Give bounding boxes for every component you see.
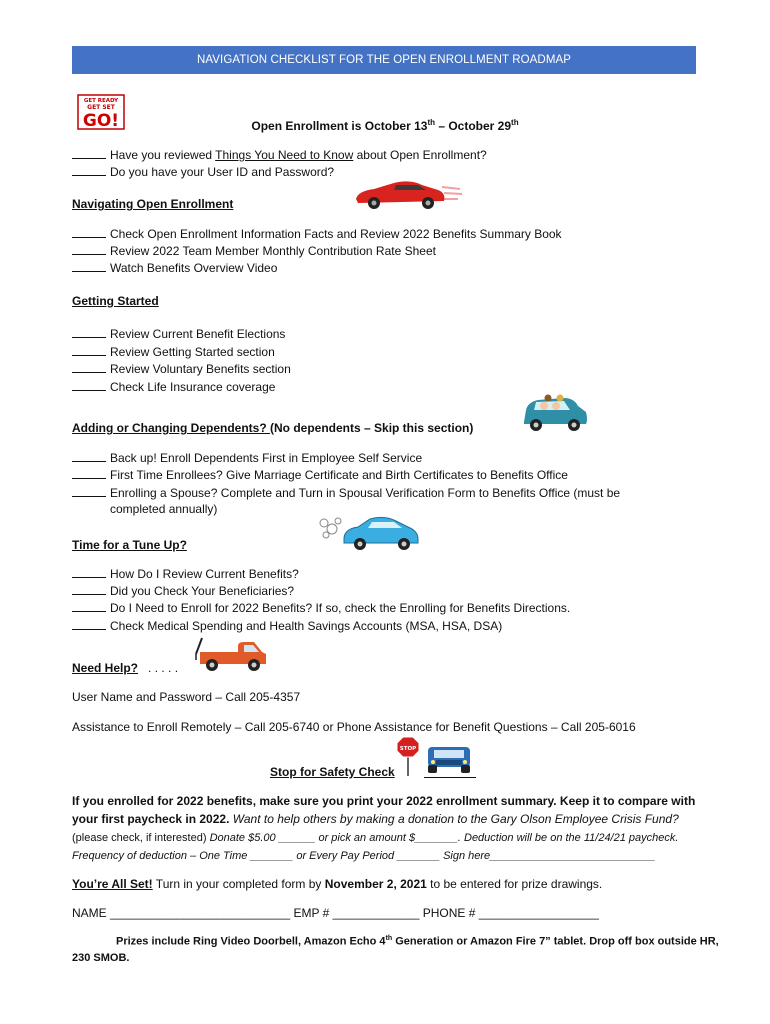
page-banner: NAVIGATION CHECKLIST FOR THE OPEN ENROLLMENT ROADMAP bbox=[72, 46, 696, 74]
smoking-car-icon bbox=[318, 513, 424, 551]
safety-heading: Stop for Safety Check bbox=[270, 765, 395, 779]
tune-up-heading: Time for a Tune Up? bbox=[72, 538, 187, 552]
help-line-2: Assistance to Enroll Remotely – Call 205-6740 or Phone Assistance for Benefit Questions – Call 205-6016 bbox=[72, 720, 636, 734]
prizes-line-2: 230 SMOB. bbox=[72, 952, 130, 964]
getting-started-item-1: Review Current Benefit Elections bbox=[72, 326, 285, 342]
dependents-item-3-continued: completed annually) bbox=[110, 502, 218, 516]
svg-text:GET READY: GET READY bbox=[83, 98, 119, 104]
check-blank[interactable] bbox=[72, 164, 106, 176]
check-blank[interactable] bbox=[72, 260, 106, 272]
check-blank[interactable] bbox=[72, 618, 106, 630]
check-blank[interactable] bbox=[72, 467, 106, 479]
safety-line-4: Frequency of deduction – One Time _______ or Every Pay Period _______ Sign here___________________________ bbox=[72, 850, 656, 862]
enrollment-dates: Open Enrollment is October 13th – October 29th bbox=[251, 118, 519, 133]
check-blank[interactable] bbox=[72, 361, 106, 373]
svg-text:GO!: GO! bbox=[82, 111, 120, 131]
tune-up-item-4: Check Medical Spending and Health Savings Accounts (MSA, HSA, DSA) bbox=[72, 618, 502, 634]
safety-line-1: If you enrolled for 2022 benefits, make sure you print your 2022 enrollment summary. Keep it to compare with bbox=[72, 794, 696, 808]
prizes-line-1: Prizes include Ring Video Doorbell, Amazon Echo 4th Generation or Amazon Fire 7” tablet. Drop off box outside HR, bbox=[116, 935, 719, 948]
family-car-icon bbox=[520, 392, 590, 434]
dependents-item-1: Back up! Enroll Dependents First in Employee Self Service bbox=[72, 450, 422, 466]
dependents-heading: Adding or Changing Dependents? (No dependents – Skip this section) bbox=[72, 421, 474, 435]
all-set-line: You’re All Set! Turn in your completed form by November 2, 2021 to be entered for prize drawings. bbox=[72, 877, 603, 891]
svg-text:STOP: STOP bbox=[399, 746, 417, 752]
check-blank[interactable] bbox=[72, 243, 106, 255]
dependents-item-3: Enrolling a Spouse? Complete and Turn in Spousal Verification Form to Benefits Office (must be bbox=[72, 485, 620, 501]
check-blank[interactable] bbox=[72, 583, 106, 595]
tune-up-item-2: Did you Check Your Beneficiaries? bbox=[72, 583, 294, 599]
red-car-icon bbox=[352, 177, 462, 211]
getting-started-heading: Getting Started bbox=[72, 294, 159, 308]
check-blank[interactable] bbox=[72, 600, 106, 612]
safety-line-2: your first paycheck in 2022. Want to help others by making a donation to the Gary Olson Employee Crisis Fund? bbox=[72, 812, 679, 826]
contact-fields[interactable]: NAME ___________________________ EMP # _____________ PHONE # __________________ bbox=[72, 906, 599, 920]
navigating-item-1: Check Open Enrollment Information Facts and Review 2022 Benefits Summary Book bbox=[72, 226, 562, 242]
check-blank[interactable] bbox=[72, 450, 106, 462]
intro-question-2: Do you have your User ID and Password? bbox=[72, 164, 334, 180]
getting-started-item-4: Check Life Insurance coverage bbox=[72, 379, 275, 395]
stop-sign-icon bbox=[396, 736, 420, 778]
check-blank[interactable] bbox=[72, 326, 106, 338]
check-blank[interactable] bbox=[72, 379, 106, 391]
navigating-heading: Navigating Open Enrollment bbox=[72, 197, 234, 211]
tow-truck-icon bbox=[188, 634, 270, 672]
check-blank[interactable] bbox=[72, 147, 106, 159]
intro-question-1: Have you reviewed Things You Need to Know about Open Enrollment? bbox=[72, 147, 487, 163]
need-help-heading: Need Help? . . . . . bbox=[72, 661, 179, 675]
check-blank[interactable] bbox=[72, 344, 106, 356]
getting-started-item-2: Review Getting Started section bbox=[72, 344, 275, 360]
check-blank[interactable] bbox=[72, 226, 106, 238]
things-to-know-link[interactable]: Things You Need to Know bbox=[215, 148, 354, 162]
jeep-icon bbox=[424, 743, 474, 775]
dependents-item-2: First Time Enrollees? Give Marriage Certificate and Birth Certificates to Benefits Office bbox=[72, 467, 568, 483]
tune-up-item-3: Do I Need to Enroll for 2022 Benefits? If so, check the Enrolling for Benefits Directions. bbox=[72, 600, 570, 616]
check-blank[interactable] bbox=[72, 566, 106, 578]
navigating-item-3: Watch Benefits Overview Video bbox=[72, 260, 277, 276]
tune-up-item-1: How Do I Review Current Benefits? bbox=[72, 566, 299, 582]
getting-started-item-3: Review Voluntary Benefits section bbox=[72, 361, 291, 377]
navigating-item-2: Review 2022 Team Member Monthly Contribution Rate Sheet bbox=[72, 243, 436, 259]
safety-line-3: (please check, if interested) Donate $5.00 ______ or pick an amount $_______. Deduction will be on the 11/24/21 paycheck. bbox=[72, 832, 679, 844]
help-line-1: User Name and Password – Call 205-4357 bbox=[72, 690, 301, 704]
svg-text:GET SET: GET SET bbox=[87, 104, 115, 111]
safety-underline bbox=[424, 777, 476, 778]
check-blank[interactable] bbox=[72, 485, 106, 497]
